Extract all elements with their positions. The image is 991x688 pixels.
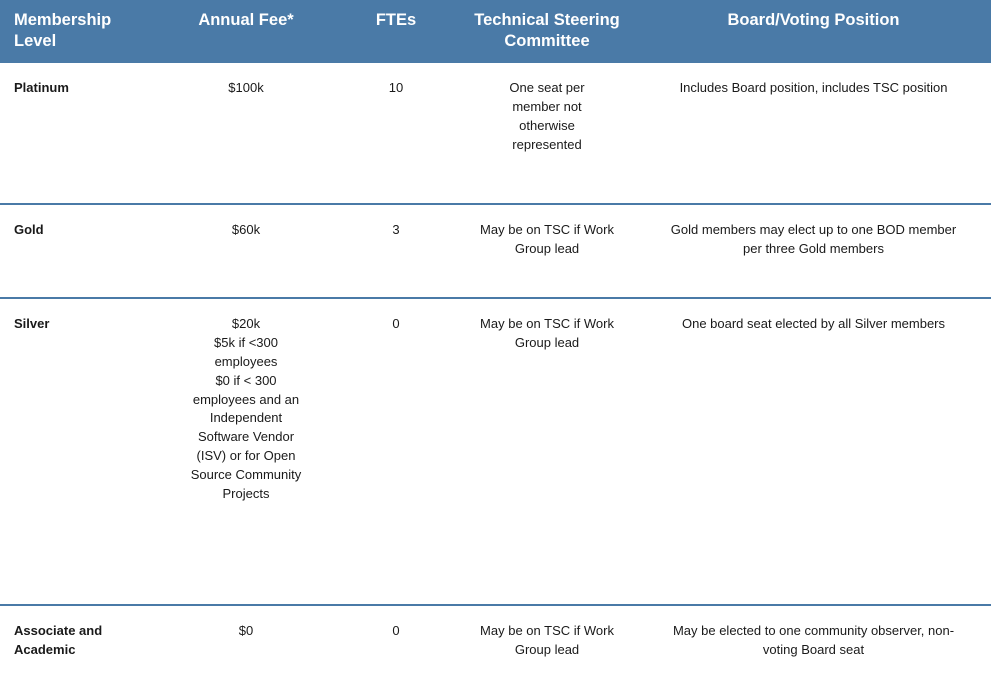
cell-board-text: Includes Board position, includes TSC position: [679, 80, 948, 96]
cell-board-text: Gold members may elect up to one BOD member per three Gold members: [670, 222, 957, 257]
cell-board-voting-position: [636, 204, 991, 298]
cell-membership-level: Gold: [0, 204, 158, 298]
cell-annual-fee: [158, 298, 334, 605]
fee-line: $20k: [231, 316, 261, 332]
cell-annual-fee: $0: [158, 605, 334, 688]
cell-tsc-text: May be on TSC if Work Group lead: [480, 623, 614, 658]
cell-board-text: May be elected to one community observer, non-voting Board seat: [672, 623, 955, 658]
table-header-row: [0, 0, 991, 63]
cell-technical-steering-committee: [458, 298, 636, 605]
column-header-ftes: FTEs: [334, 0, 458, 63]
fee-line: $5k if <300 employees: [214, 335, 278, 369]
cell-membership-level: Silver: [0, 298, 158, 605]
cell-board-voting-position: [636, 298, 991, 605]
table-header: [0, 0, 991, 63]
cell-board-text: One board seat elected by all Silver members: [681, 316, 945, 332]
column-header-annual-fee: Annual Fee*: [158, 0, 334, 63]
column-header-membership-level: Membership Level: [0, 0, 158, 63]
fee-line: $0 if < 300 employees and an Independent Software Vendor (ISV) or for Open Source Community Projects: [190, 372, 302, 501]
cell-ftes: 3: [334, 204, 458, 298]
table-row: [0, 298, 991, 605]
table-body: [0, 63, 991, 688]
cell-technical-steering-committee: [458, 63, 636, 204]
cell-ftes: 0: [334, 605, 458, 688]
table-row: [0, 63, 991, 204]
cell-tsc-text: One seat per member not otherwise represented: [509, 80, 585, 152]
cell-board-voting-position: [636, 63, 991, 204]
cell-membership-level: Platinum: [14, 80, 69, 96]
cell-technical-steering-committee: [458, 605, 636, 688]
cell-tsc-text: May be on TSC if Work Group lead: [480, 316, 614, 351]
cell-annual-fee: $60k: [158, 204, 334, 298]
cell-membership-level: Associate and Academic: [0, 605, 158, 688]
cell-technical-steering-committee: [458, 204, 636, 298]
cell-fee-text: [187, 315, 305, 503]
column-header-technical-steering-committee: Technical Steering Committee: [458, 0, 636, 63]
cell-ftes: 0: [334, 298, 458, 605]
cell-board-voting-position: [636, 605, 991, 688]
cell-annual-fee: $100k: [228, 80, 264, 96]
table-row: [0, 204, 991, 298]
cell-tsc-text: May be on TSC if Work Group lead: [480, 222, 614, 257]
cell-ftes: 10: [388, 80, 404, 96]
column-header-board-voting-position: Board/Voting Position: [636, 0, 991, 63]
table-row: [0, 605, 991, 688]
